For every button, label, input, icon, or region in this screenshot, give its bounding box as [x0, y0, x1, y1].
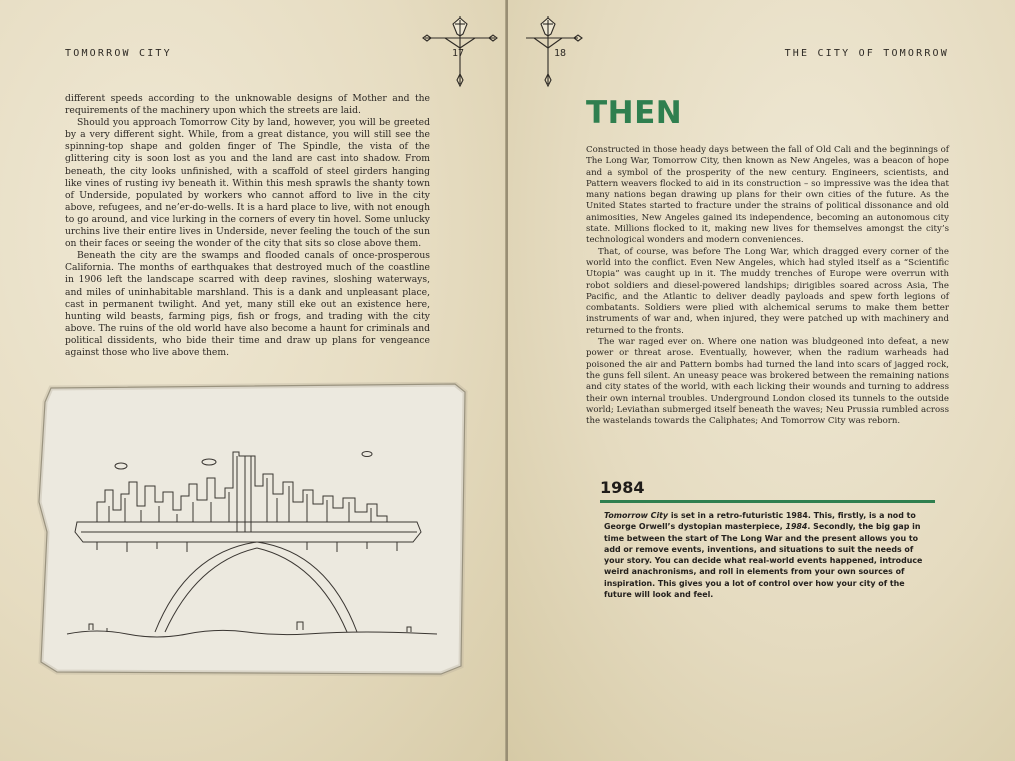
paragraph: Should you approach Tomorrow City by land, however, you will be greeted by a very different sight. While, from a great distance, you will still see the spinning-top shape and golden finger of The Spindle, the vista of the glittering city is soon lost as you and the land are cast into shadow. From beneath, the city looks unfinished, with a scaffold of steel girders hanging like vines of rusting ivy beneath it. Within this mesh sprawls the shanty town of Underside, populated by workers who cannot afford to live in the city above, refugees, and ne’er-do-wells. It is a hard place to live, with not enough to go around, and vice lurking in the corners of every tin hovel. Some unlucky urchins live their entire lives in Underside, never feeling the touch of the sun on their faces or seeing the wonder of the city that sits so close above them. [65, 117, 430, 250]
running-head-left: TOMORROW CITY [65, 48, 172, 59]
sidebar-text [600, 510, 935, 600]
left-body-text [65, 93, 430, 359]
art-deco-ornament-right [518, 16, 608, 88]
sidebar-title: 1984 [600, 478, 645, 497]
section-heading: THEN [586, 95, 683, 131]
left-page [0, 0, 507, 761]
art-deco-ornament-left [415, 16, 505, 88]
paragraph: Beneath the city are the swamps and flooded canals of once-prosperous California. The months of earthquakes that destroyed much of the coastline in 1906 left the landscape scarred with deep ravines, sloshing waterways, and miles of uninhabitable marshland. This is a dank and unpleasant place, cast in permanent twilight. And yet, many still eke out an existence here, hunting wild beasts, farming pigs, fish or frogs, and trading with the city above. The ruins of the old world have also become a haunt for criminals and political dissidents, who bide their time and draw up plans for vengeance against those who live above them. [65, 250, 430, 358]
paragraph: That, of course, was before The Long War, which dragged every corner of the world into the conflict. Even New Angeles, which had styled itself as a “Scientific Utopia” was caught up in it. The muddy trenches of Europe were overrun with robot soldiers and diesel-powered landships; dirigibles soared across Asia, The Pacific, and the Atlantic to deliver deadly payloads and spew forth legions of combatants. Soldiers were plied with alchemical serums to make them better instruments of war and, when injured, they were patched up with machinery and returned to the fronts. [586, 246, 949, 336]
running-head-right: THE CITY OF TOMORROW [784, 48, 949, 59]
sidebar-box [600, 478, 935, 600]
paragraph: Constructed in those heady days between the fall of Old Cali and the beginnings of The Long War, Tomorrow City, then known as New Angeles, was a beacon of hope and a symbol of the prosperity of the new century. Engineers, scientists, and Pattern weavers flocked to aid in its construction – so impressive was the idea that many nations began drawing up plans for their own cities of the future. As the United States started to fracture under the strains of political dissonance and old animosities, New Angeles gained its independence, becoming an autonomous city state. Millions flocked to it, making new lives for themselves amongst the city’s technological wonders and modern conveniences. [586, 145, 949, 246]
sidebar-book-title: 1984 [785, 522, 808, 532]
paragraph: The war raged ever on. Where one nation was bludgeoned into defeat, a new power or threat arose. Eventually, however, when the radium warheads had poisoned the air and Pattern bombs had turned the land into scars of jagged rock, the guns fell silent. An uneasy peace was brokered between the remaining nations and city states of the world, with each licking their wounds and turning to address their own internal troubles. Underground London closed its tunnels to the outside world; Leviathan submerged itself beneath the waves; Neu Prussia rumbled across the wastelands towards the Caliphates; And Tomorrow City was reborn. [586, 337, 949, 427]
right-body-text [586, 145, 949, 427]
floating-city-illustration [37, 382, 469, 678]
sidebar-text-a: is set in a retro-futuristic 1984. This, firstly, is a nod to George Orwell’s dystopian masterpiece, [604, 511, 916, 532]
paragraph: different speeds according to the unknowable designs of Mother and the requirements of the machinery upon which the streets are laid. [65, 93, 430, 117]
sidebar-text-c: . Secondly, the big gap in time between the start of The Long War and the present allows you to add or remove events, inventions, and situations to suit the needs of your story. You can decide what real-world events happened, introduce weird anachronisms, and roll in elements from your own sources of inspiration. This gives you a lot of control over how your city of the future will look and feel. [604, 522, 923, 600]
page-number-left: 17 [452, 48, 465, 59]
right-page [508, 0, 1015, 761]
page-number-right: 18 [554, 48, 567, 59]
sidebar-lead-italic: Tomorrow City [604, 511, 669, 520]
sidebar-divider [600, 500, 935, 503]
